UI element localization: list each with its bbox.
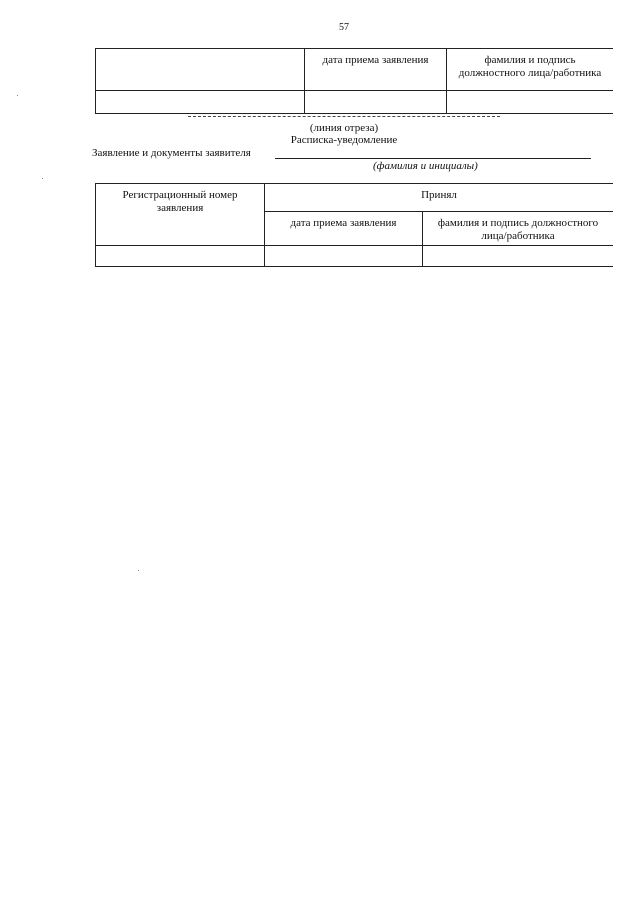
scan-speck	[17, 95, 18, 96]
receipt-table-cell[interactable]	[423, 246, 614, 267]
receipt-table-header-date: дата приема заявления	[265, 212, 423, 246]
receipt-table-header-accepted: Принял	[265, 184, 614, 212]
top-table-header-cell-blank	[96, 49, 305, 91]
receipt-table-header-reg-number: Регистрационный номер заявления	[96, 184, 265, 246]
applicant-name-hint: (фамилия и инициалы)	[373, 160, 478, 172]
scan-speck	[138, 570, 139, 571]
receipt-table	[95, 183, 613, 267]
cut-line	[188, 116, 500, 117]
top-table-cell[interactable]	[305, 91, 447, 114]
top-table-header-date: дата приема заявления	[305, 49, 447, 91]
top-table-header-row	[96, 49, 614, 91]
scan-speck	[42, 178, 43, 179]
top-table	[95, 48, 613, 114]
receipt-table-cell[interactable]	[96, 246, 265, 267]
receipt-table-row	[96, 246, 614, 267]
applicant-label: Заявление и документы заявителя	[92, 147, 251, 159]
top-table-row	[96, 91, 614, 114]
cut-line-caption: (линия отреза)	[309, 122, 379, 134]
receipt-table-header-row	[96, 184, 614, 212]
receipt-table-header-signature: фамилия и подпись должностного лица/работника	[423, 212, 614, 246]
applicant-name-field[interactable]	[275, 158, 591, 159]
page-number: 57	[339, 22, 349, 33]
receipt-title: Расписка-уведомление	[290, 134, 398, 146]
top-table-header-signature: фамилия и подпись должностного лица/работника	[447, 49, 614, 91]
receipt-table-cell[interactable]	[265, 246, 423, 267]
top-table-cell[interactable]	[96, 91, 305, 114]
top-table-cell[interactable]	[447, 91, 614, 114]
